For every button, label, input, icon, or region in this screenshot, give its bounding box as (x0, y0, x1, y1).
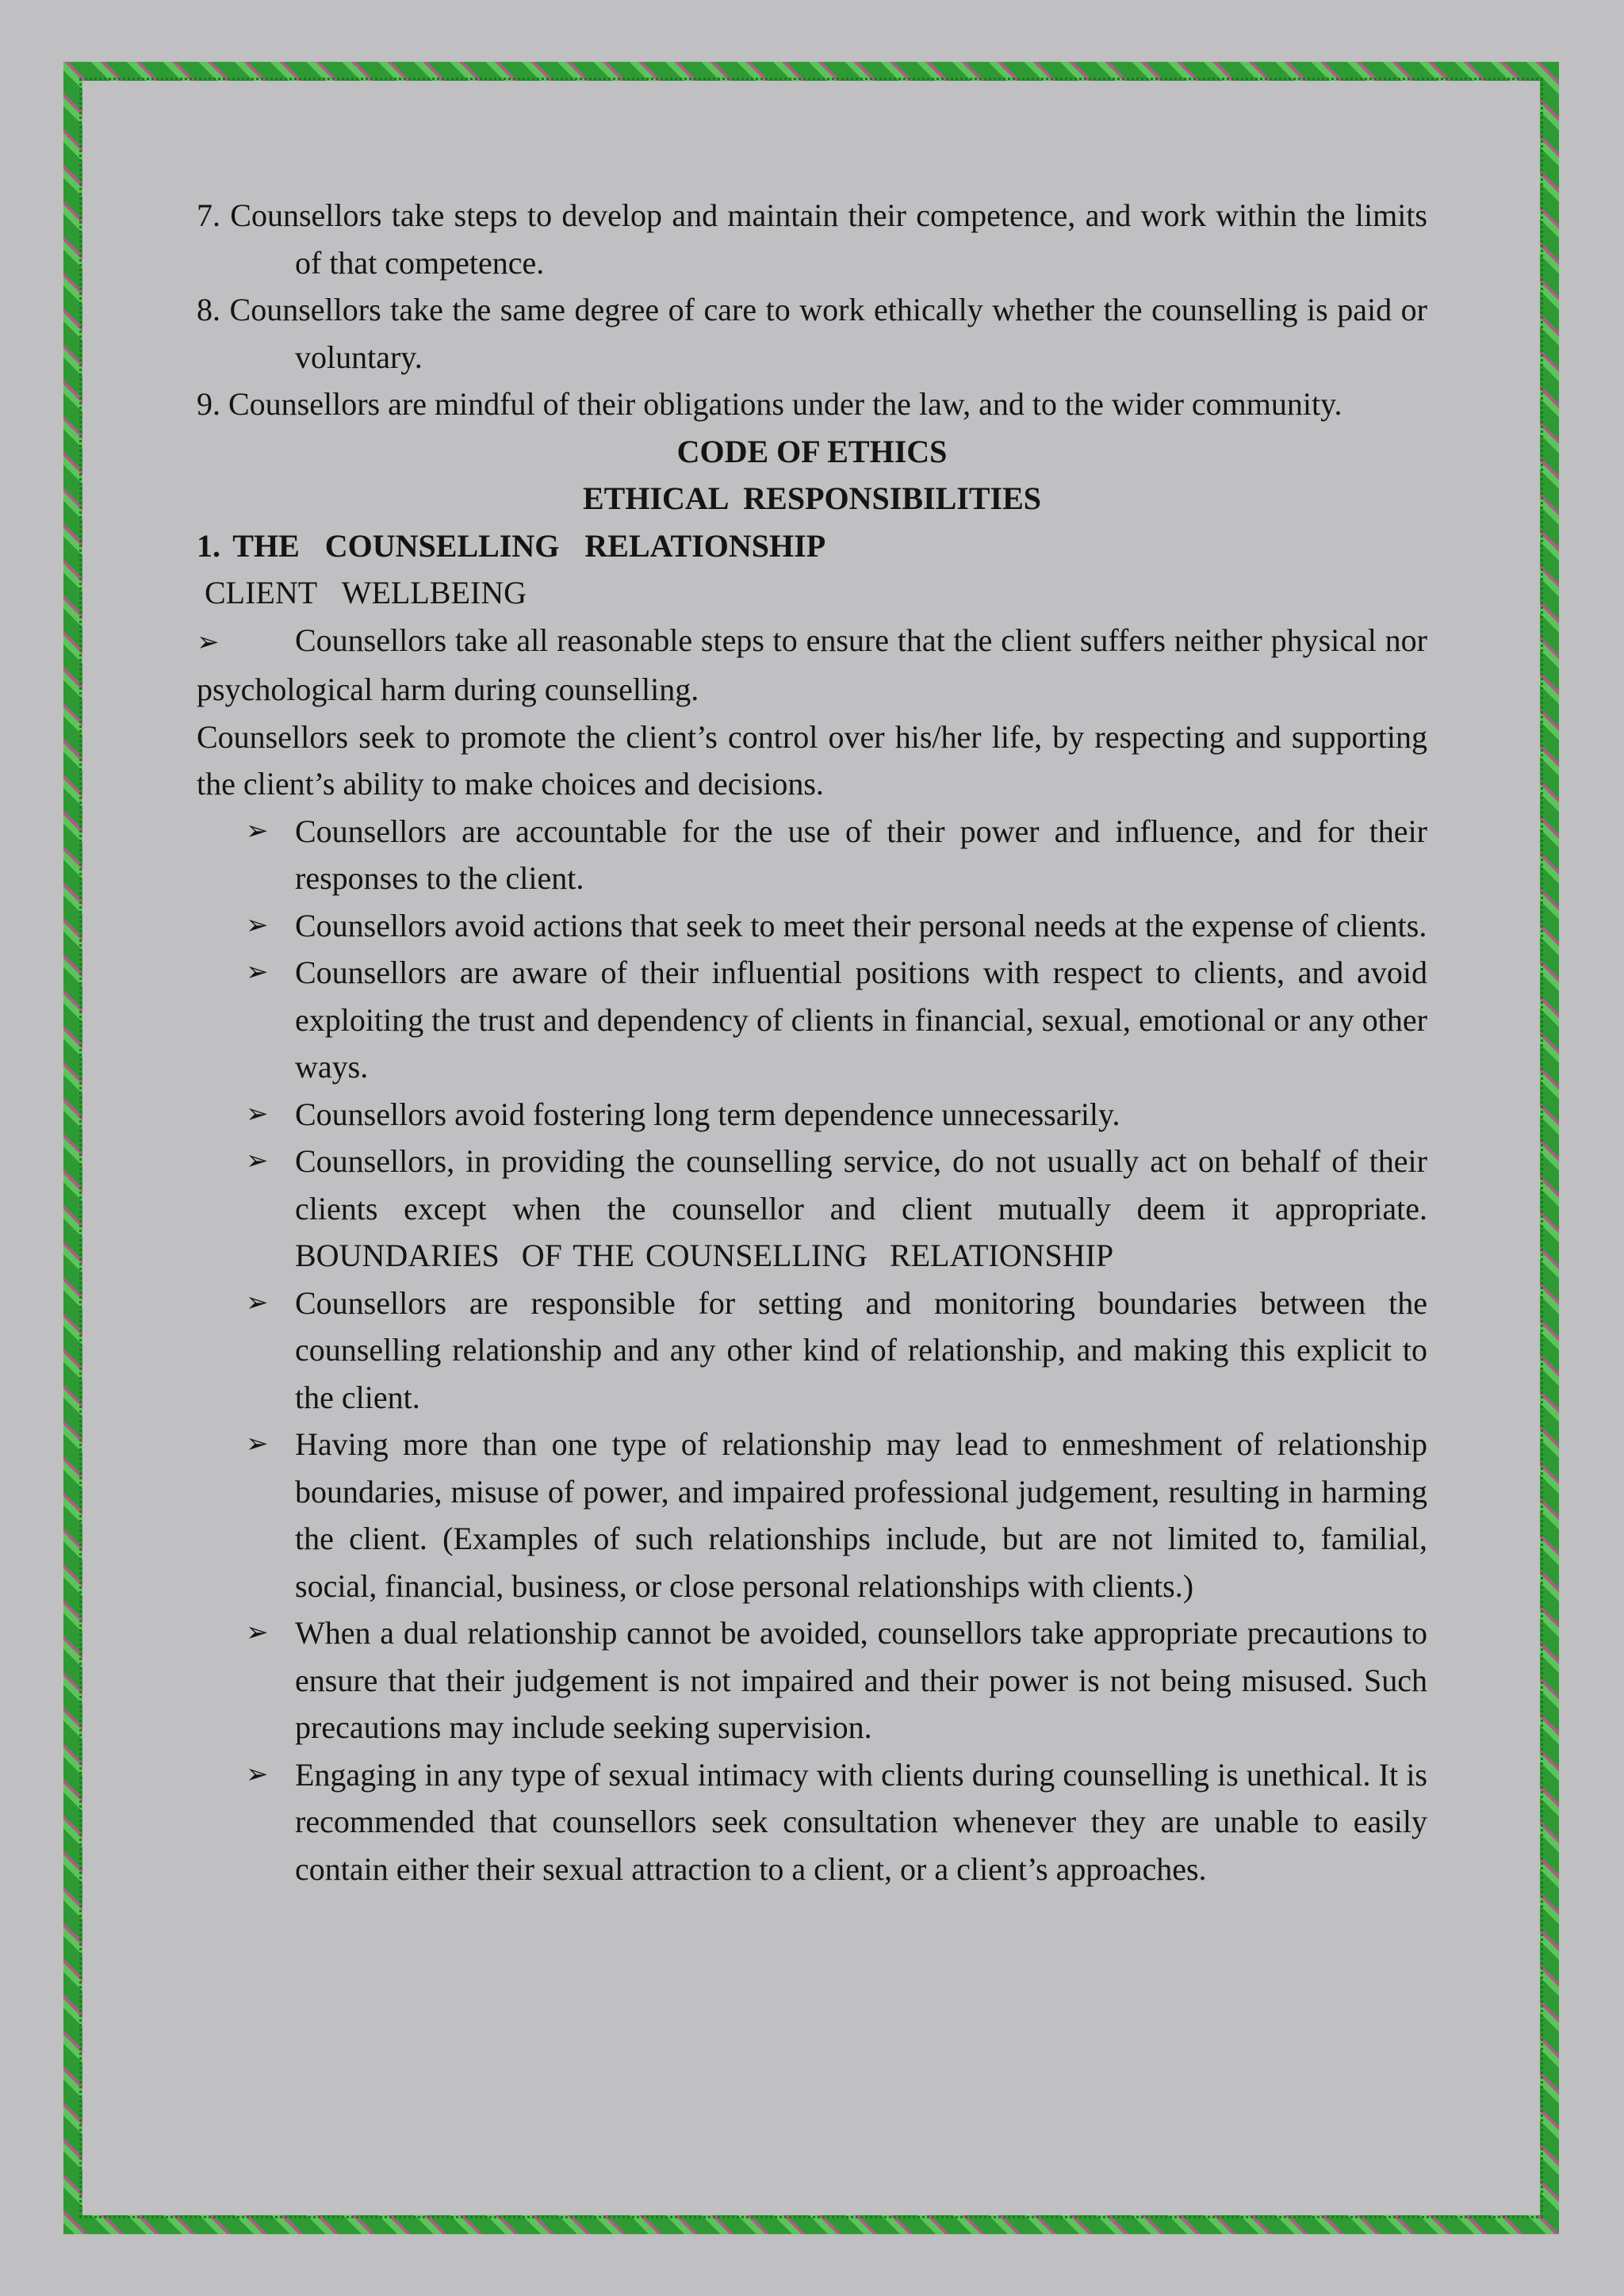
list-item (197, 1609, 1427, 1751)
list-item (197, 949, 1427, 1091)
arrowhead-bullet-icon: ➢ (246, 1286, 269, 1318)
list-item-text: Counsellors are responsible for setting and monitoring boundaries between the counselling relationship and any other kind of relationship, and making this explicit to the client. (295, 1284, 1427, 1415)
page-subtitle: ETHICAL RESPONSIBILITIES (582, 480, 1041, 516)
arrowhead-bullet-icon: ➢ (246, 909, 269, 941)
bullet-list (197, 808, 1427, 1893)
arrowhead-bullet-icon: ➢ (246, 1097, 269, 1130)
boundaries-heading: BOUNDARIES OF THE COUNSELLING RELATIONSHIP (295, 1238, 1114, 1273)
list-item (197, 1138, 1427, 1280)
list-item (197, 1421, 1427, 1609)
list-item-text: Engaging in any type of sexual intimacy with clients during counselling is unethical. It is recommended that counsellors seek consultation whenever they are unable to easily contain either their sexual attraction to a client, or a client’s approaches. (295, 1756, 1427, 1887)
list-item (197, 1751, 1427, 1893)
arrowhead-bullet-icon: ➢ (246, 1145, 269, 1177)
list-item (197, 617, 1427, 714)
list-item (197, 1280, 1427, 1422)
section-heading: 1. THE COUNSELLING RELATIONSHIP (197, 527, 826, 564)
subsection-heading: CLIENT WELLBEING (205, 575, 527, 610)
list-item-text: Counsellors take all reasonable steps to ensure that the client suffers neither physical nor psychological harm during counselling. (197, 622, 1427, 707)
list-item-text: Counsellors avoid fostering long term dependence unnecessarily. (295, 1096, 1120, 1132)
list-item-text: When a dual relationship cannot be avoided, counsellors take appropriate precautions to ensure that their judgement is not impaired and their power is not being misused. Such precautions may include seeking supervision. (295, 1615, 1427, 1745)
list-item-text: Having more than one type of relationship may lead to enmeshment of relationship boundaries, misuse of power, and impaired professional judgement, resulting in harming the client. (Examples of such relationships include, but are not limited to, familial, social, financial, business, or close personal relationships with clients.) (295, 1426, 1427, 1604)
body-paragraph: Counsellors seek to promote the client’s control over his/her life, by respecting and supporting the client’s ability to make choices and decisions. (197, 718, 1427, 802)
document-body (197, 192, 1427, 1892)
list-item (197, 902, 1427, 950)
arrowhead-bullet-icon: ➢ (197, 626, 220, 658)
list-item (197, 808, 1427, 902)
arrowhead-bullet-icon: ➢ (246, 1617, 269, 1648)
arrowhead-bullet-icon: ➢ (246, 1428, 269, 1460)
list-item-text: Counsellors are aware of their influential positions with respect to clients, and avoid exploiting the trust and dependency of clients in financial, sexual, emotional or any other ways. (295, 955, 1427, 1085)
numbered-item-9: 9. Counsellors are mindful of their obligations under the law, and to the wider community. (197, 386, 1342, 422)
list-item-text: Counsellors are accountable for the use of their power and influence, and for their responses to the client. (295, 813, 1427, 896)
arrowhead-bullet-icon: ➢ (246, 956, 269, 988)
list-item-text: Counsellors avoid actions that seek to meet their personal needs at the expense of clients. (295, 907, 1427, 943)
list-item-text: Counsellors, in providing the counselling service, do not usually act on behalf of their clients except when the counsellor and client mutually deem it appropriate. (295, 1143, 1427, 1226)
list-item (197, 1091, 1427, 1138)
numbered-item-7: 7. Counsellors take steps to develop and maintain their competence, and work within the limits of that competence. (197, 197, 1427, 281)
arrowhead-bullet-icon: ➢ (246, 814, 269, 847)
page-title: CODE OF ETHICS (676, 433, 948, 469)
arrowhead-bullet-icon: ➢ (246, 1758, 269, 1790)
numbered-item-8: 8. Counsellors take the same degree of care to work ethically whether the counselling is paid or voluntary. (197, 292, 1427, 375)
